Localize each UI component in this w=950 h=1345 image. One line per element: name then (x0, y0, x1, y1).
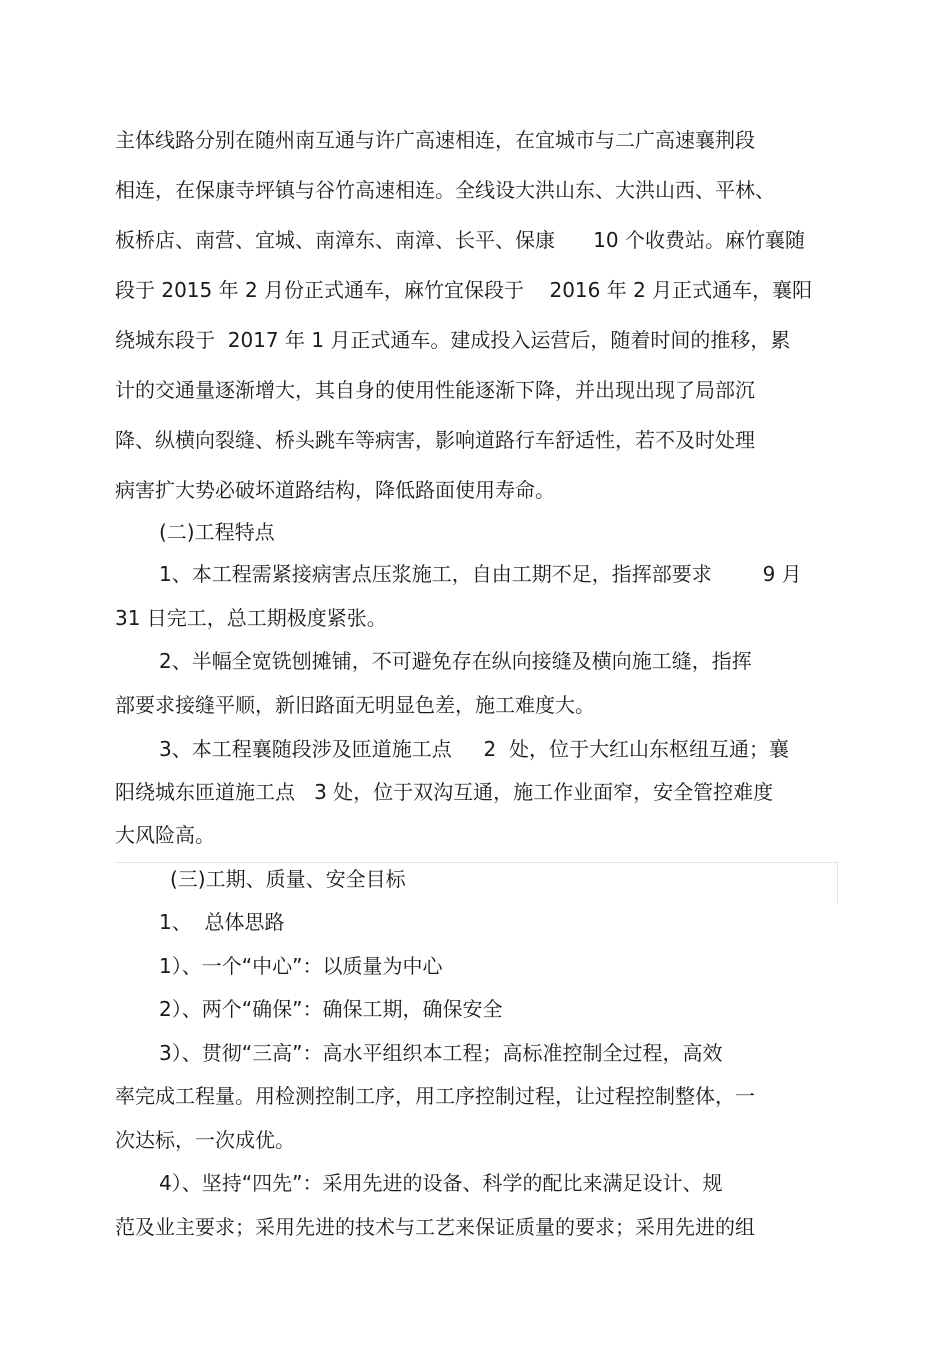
text-line: 2、半幅全宽铣刨摊铺，不可避免存在纵向接缝及横向施工缝，指挥 (159, 649, 752, 673)
text-line: 部要求接缝平顺，新旧路面无明显色差，施工难度大。 (115, 693, 595, 717)
text-line: 病害扩大势必破坏道路结构，降低路面使用寿命。 (115, 478, 555, 502)
text-line: 绕城东段于 2017 年 1 月正式通车。建成投入运营后，随着时间的推移，累 (115, 328, 791, 352)
text-line: 3）、贯彻“三高”：高水平组织本工程；高标准控制全过程，高效 (159, 1041, 723, 1065)
text-line: 计的交通量逐渐增大，其自身的使用性能逐渐下降，并出现出现了局部沉 (115, 378, 755, 402)
text-line: 相连，在保康寺坪镇与谷竹高速相连。全线设大洪山东、大洪山西、平林、 (115, 178, 775, 202)
text-line: 1）、一个“中心”：以质量为中心 (159, 954, 443, 978)
text-line: 31 日完工，总工期极度紧张。 (115, 606, 387, 630)
text-line: 降、纵横向裂缝、桥头跳车等病害，影响道路行车舒适性，若不及时处理 (115, 428, 755, 452)
text-line: 次达标，一次成优。 (115, 1128, 295, 1152)
text-line: 1、 总体思路 (159, 910, 285, 934)
text-line: 板桥店、南营、宜城、南漳东、南漳、长平、保康 10 个收费站。麻竹襄随 (115, 228, 805, 252)
section-heading: (二)工程特点 (159, 520, 275, 544)
text-line: 率完成工程量。用检测控制工序，用工序控制过程，让过程控制整体，一 (115, 1084, 755, 1108)
text-line: 主体线路分别在随州南互通与许广高速相连，在宜城市与二广高速襄荆段 (115, 128, 755, 152)
text-line: 2）、两个“确保”：确保工期，确保安全 (159, 997, 503, 1021)
text-line: 4）、坚持“四先”：采用先进的设备、科学的配比来满足设计、规 (159, 1171, 723, 1195)
text-line: 3、本工程襄随段涉及匝道施工点 2 处，位于大红山东枢纽互通；襄 (159, 737, 789, 761)
text-line: 大风险高。 (115, 823, 215, 847)
text-line: 范及业主要求；采用先进的技术与工艺来保证质量的要求；采用先进的组 (115, 1215, 755, 1239)
separator-line (115, 862, 838, 863)
section-heading: (三)工期、质量、安全目标 (170, 867, 406, 891)
text-line: 阳绕城东匝道施工点 3 处，位于双沟互通，施工作业面窄，安全管控难度 (115, 780, 774, 804)
separator-line-vertical (837, 862, 838, 904)
text-line: 1、本工程需紧接病害点压浆施工，自由工期不足，指挥部要求 9 月 (159, 562, 802, 586)
text-line: 段于 2015 年 2 月份正式通车，麻竹宜保段于 2016 年 2 月正式通车，襄阳 (115, 278, 813, 302)
